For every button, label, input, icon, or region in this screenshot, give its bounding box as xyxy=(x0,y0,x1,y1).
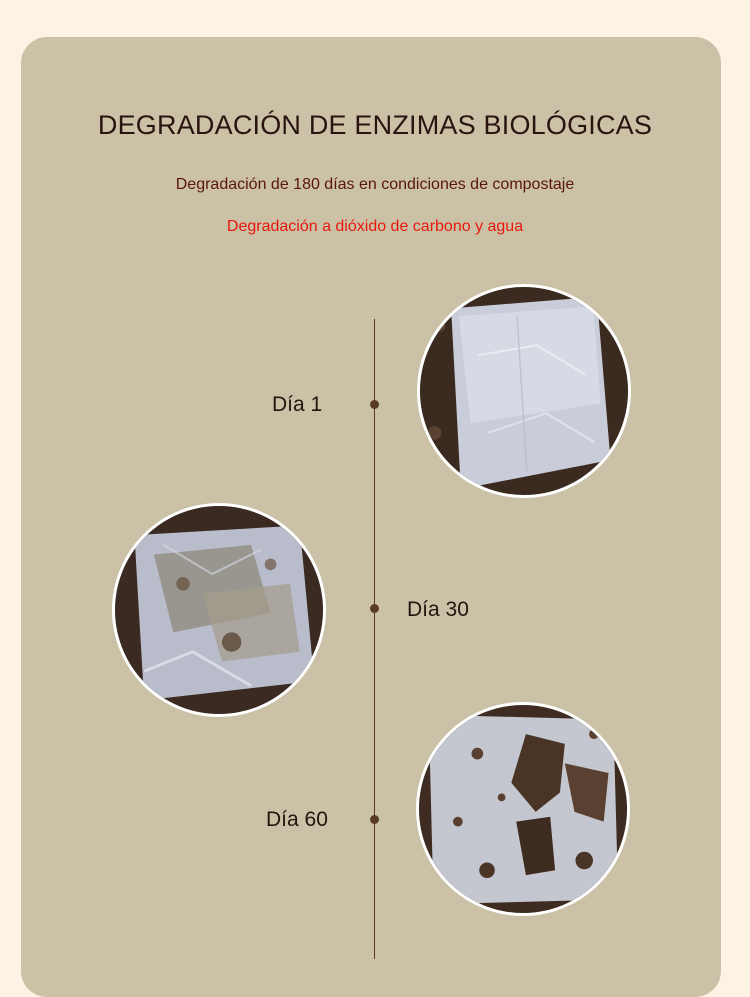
page-title: DEGRADACIÓN DE ENZIMAS BIOLÓGICAS xyxy=(97,110,653,140)
plastic-bag-heavily-degraded-image xyxy=(419,705,627,913)
stage-photo-day-60 xyxy=(416,702,630,916)
highlight-text: Degradación a dióxido de carbono y agua xyxy=(226,218,524,235)
stage-label-day-1: Día 1 xyxy=(272,393,323,416)
stage-label-day-30: Día 30 xyxy=(407,598,469,621)
stage-photo-day-1 xyxy=(417,284,631,498)
timeline-line xyxy=(374,319,375,959)
stage-photo-day-30 xyxy=(112,503,326,717)
plastic-bag-intact-image xyxy=(420,287,628,495)
plastic-bag-partially-degraded-image xyxy=(115,506,323,714)
timeline-dot-day-60 xyxy=(370,815,379,824)
timeline-dot-day-30 xyxy=(370,604,379,613)
stage-label-day-60: Día 60 xyxy=(266,808,328,831)
timeline-dot-day-1 xyxy=(370,400,379,409)
page-subtitle: Degradación de 180 días en condiciones de compostaje xyxy=(175,176,575,193)
